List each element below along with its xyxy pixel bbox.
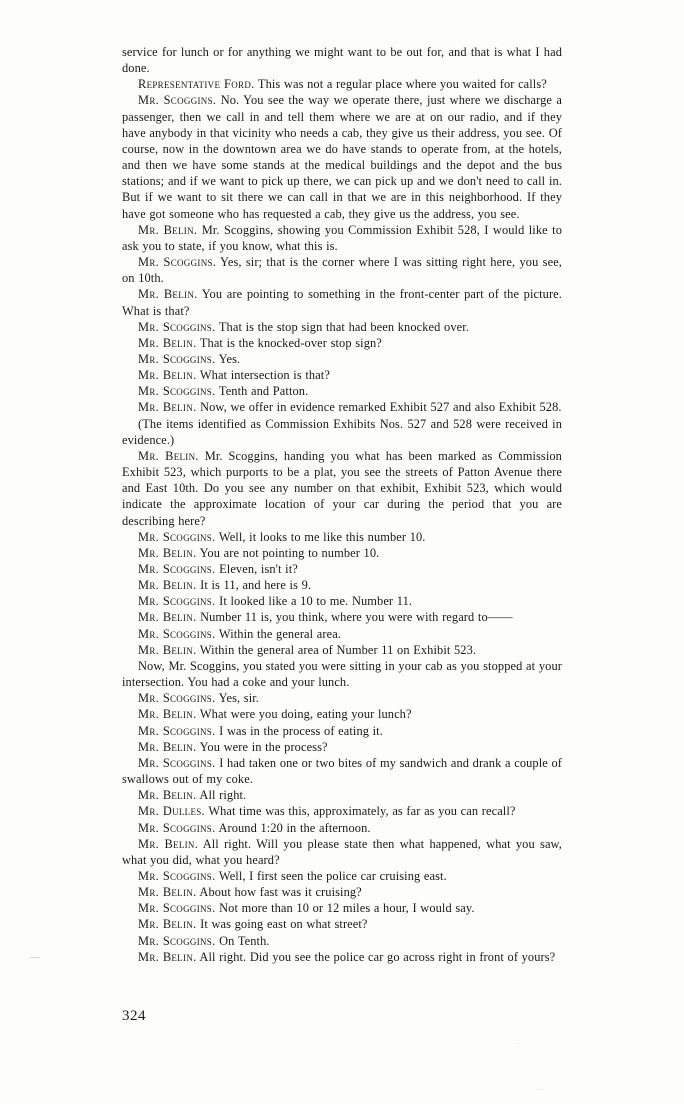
speaker-label: Mr. Belin. bbox=[138, 885, 197, 900]
paragraph-text: Within the general area. bbox=[218, 626, 342, 641]
transcript-paragraph bbox=[122, 706, 562, 722]
transcript-paragraph bbox=[122, 335, 562, 351]
transcript-paragraph bbox=[122, 836, 562, 868]
transcript-paragraph bbox=[122, 319, 562, 335]
paragraph-text: (The items identified as Commission Exhibits Nos. 527 and 528 were received in evidence.) bbox=[122, 416, 562, 447]
transcript-paragraph bbox=[122, 916, 562, 932]
speaker-label: Mr. Scoggins. bbox=[138, 691, 216, 706]
paragraph-text: Around 1:20 in the afternoon. bbox=[218, 820, 371, 835]
speaker-label: Mr. Scoggins. bbox=[138, 868, 216, 883]
paragraph-text: Yes, sir. bbox=[218, 691, 259, 706]
speaker-label: Mr. Scoggins. bbox=[138, 93, 217, 108]
page-number: 324 bbox=[122, 1008, 146, 1024]
transcript-paragraph bbox=[122, 803, 562, 819]
transcript-paragraph bbox=[122, 286, 562, 318]
speaker-label: Mr. Belin. bbox=[138, 448, 199, 463]
transcript-paragraph bbox=[122, 222, 562, 254]
speaker-label: Mr. Scoggins. bbox=[138, 529, 216, 544]
speaker-label: Mr. Belin. bbox=[138, 610, 197, 625]
transcript-paragraph bbox=[122, 755, 562, 787]
paragraph-text: Yes. bbox=[218, 351, 241, 366]
speaker-label: Mr. Belin. bbox=[138, 545, 197, 560]
paragraph-text: It was going east on what street? bbox=[200, 917, 368, 932]
transcript-paragraph bbox=[122, 529, 562, 545]
paragraph-text: I was in the process of eating it. bbox=[219, 723, 383, 738]
transcript-paragraph bbox=[122, 658, 562, 690]
speaker-label: Mr. Belin. bbox=[138, 335, 197, 350]
speaker-label: Mr. Belin. bbox=[138, 707, 197, 722]
speaker-label: Mr. Belin. bbox=[138, 578, 197, 593]
speaker-label: Mr. Belin. bbox=[138, 917, 197, 932]
paragraph-text: That is the knocked-over stop sign? bbox=[199, 335, 382, 350]
paragraph-text: Well, I first seen the police car cruising east. bbox=[218, 868, 447, 883]
speaker-label: Mr. Belin. bbox=[138, 739, 197, 754]
transcript-paragraph bbox=[122, 76, 562, 92]
transcript-paragraph bbox=[122, 92, 562, 221]
paragraph-text: All right. Will you please state then what happened, what you saw, what you did, what you heard? bbox=[122, 836, 562, 867]
speaker-label: Mr. Belin. bbox=[138, 368, 197, 383]
paragraph-text: You were in the process? bbox=[199, 739, 328, 754]
transcript-paragraph bbox=[122, 577, 562, 593]
transcript-paragraph bbox=[122, 900, 562, 916]
transcript-paragraph bbox=[122, 642, 562, 658]
paragraph-text: Number 11 is, you think, where you were with regard to—— bbox=[200, 610, 513, 625]
speaker-label: Mr. Dulles. bbox=[138, 804, 205, 819]
paragraph-text: This was not a regular place where you waited for calls? bbox=[257, 77, 547, 92]
transcript-paragraph bbox=[122, 561, 562, 577]
paragraph-text: About how fast was it cruising? bbox=[199, 885, 362, 900]
transcript-paragraph bbox=[122, 399, 562, 415]
speaker-label: Mr. Belin. bbox=[138, 222, 198, 237]
speaker-label: Representative Ford. bbox=[138, 77, 255, 92]
speaker-label: Mr. Scoggins. bbox=[138, 562, 216, 576]
transcript-paragraph bbox=[122, 739, 562, 755]
transcript-paragraph bbox=[122, 723, 562, 739]
speaker-label: Mr. Scoggins. bbox=[138, 319, 216, 334]
transcript-paragraph bbox=[122, 44, 562, 76]
speaker-label: Mr. Scoggins. bbox=[138, 255, 217, 270]
transcript-paragraph bbox=[122, 949, 562, 965]
paragraph-text: I had taken one or two bites of my sandwich and drank a couple of swallows out of my coke. bbox=[122, 755, 563, 787]
paragraph-text: What time was this, approximately, as far as you can recall? bbox=[208, 804, 516, 819]
transcript-paragraph bbox=[122, 367, 562, 383]
paragraph-text: Mr. Scoggins, showing you Commission Exhibit 528, I would like to ask you to state, if you know, what this is. bbox=[122, 222, 562, 253]
paragraph-text: All right. bbox=[199, 788, 247, 803]
transcript-paragraph bbox=[122, 593, 562, 609]
transcript-paragraph bbox=[122, 884, 562, 900]
transcript-paragraph bbox=[122, 545, 562, 561]
transcript-paragraph bbox=[122, 383, 562, 399]
speaker-label: Mr. Scoggins. bbox=[138, 351, 216, 366]
transcript-paragraph bbox=[122, 690, 562, 706]
page-edge-mark bbox=[30, 957, 40, 958]
speaker-label: Mr. Scoggins. bbox=[138, 384, 216, 399]
paragraph-text: Within the general area of Number 11 on Exhibit 523. bbox=[199, 642, 477, 657]
transcript-paragraph bbox=[122, 933, 562, 949]
speaker-label: Mr. Scoggins. bbox=[138, 901, 216, 916]
paragraph-text: You are pointing to something in the front-center part of the picture. What is that? bbox=[122, 287, 562, 318]
paragraph-text: On Tenth. bbox=[219, 933, 270, 948]
transcript-paragraph bbox=[122, 609, 562, 625]
speaker-label: Mr. Belin. bbox=[138, 788, 197, 803]
paragraph-text: Tenth and Patton. bbox=[218, 384, 309, 399]
transcript-paragraph bbox=[122, 787, 562, 803]
speaker-label: Mr. Belin. bbox=[138, 400, 197, 415]
transcript-paragraph bbox=[122, 626, 562, 642]
paragraph-text: Eleven, isn't it? bbox=[219, 562, 298, 576]
scan-artifact-dot: . bbox=[516, 1036, 521, 1047]
speaker-label: Mr. Scoggins. bbox=[138, 933, 216, 948]
paragraph-text: Now, we offer in evidence remarked Exhibit 527 and also Exhibit 528. bbox=[200, 400, 562, 415]
paragraph-text: service for lunch or for anything we might want to be out for, and that is what I had done. bbox=[122, 45, 562, 76]
speaker-label: Mr. Belin. bbox=[138, 642, 197, 657]
paragraph-text: All right. Did you see the police car go across right in front of yours? bbox=[199, 949, 556, 964]
transcript-paragraph bbox=[122, 868, 562, 884]
paragraph-text: Not more than 10 or 12 miles a hour, I would say. bbox=[219, 901, 475, 916]
speaker-label: Mr. Scoggins. bbox=[138, 594, 216, 609]
paragraph-text: It is 11, and here is 9. bbox=[200, 578, 312, 593]
transcript-paragraph bbox=[122, 416, 562, 448]
transcript-paragraph bbox=[122, 254, 562, 286]
speaker-label: Mr. Belin. bbox=[138, 287, 198, 302]
paragraph-text: Well, it looks to me like this number 10. bbox=[218, 529, 426, 544]
speaker-label: Mr. Scoggins. bbox=[138, 820, 216, 835]
transcript-paragraph bbox=[122, 351, 562, 367]
speaker-label: Mr. Scoggins. bbox=[138, 723, 216, 738]
paragraph-text: Mr. Scoggins, handing you what has been marked as Commission Exhibit 523, which purports to be a plat, you see the streets of Patton Avenue there and East 10th. Do you see any number on that exhibit, Exhibit 523, which would indicate the approximate location of your car during the period that you are describing here? bbox=[122, 448, 562, 528]
paragraph-text: What were you doing, eating your lunch? bbox=[199, 707, 412, 722]
paragraph-text: What intersection is that? bbox=[199, 368, 330, 383]
transcript-paragraph bbox=[122, 448, 562, 529]
paragraph-text: No. You see the way we operate there, just where we discharge a passenger, then we call in and tell them where we are at on our radio, and if they have anybody in that vicinity who needs a cab, they give us their address, you see. Of course, now in the downtown area we do have stands to operate from, at the hotels, and then we have some stands at the medical buildings and the depot and the bus stations; and if we want to pick up there, we can pick up and we don't need to call in. But if we want to sit there we can call in that we are in this neighborhood. If they have got someone who has requested a cab, they give us the address, you see. bbox=[122, 93, 562, 221]
paragraph-text: You are not pointing to number 10. bbox=[199, 545, 380, 560]
speaker-label: Mr. Scoggins. bbox=[138, 755, 216, 770]
speaker-label: Mr. Scoggins. bbox=[138, 626, 216, 641]
paragraph-text: Yes, sir; that is the corner where I was sitting right here, you see, on 10th. bbox=[122, 255, 562, 286]
speaker-label: Mr. Belin. bbox=[138, 836, 199, 851]
scan-artifact-dots: .. bbox=[536, 1082, 545, 1092]
transcript-paragraph bbox=[122, 820, 562, 836]
paragraph-text: It looked like a 10 to me. Number 11. bbox=[219, 594, 413, 609]
paragraph-text: That is the stop sign that had been knocked over. bbox=[218, 319, 469, 334]
speaker-label: Mr. Belin. bbox=[138, 949, 197, 964]
paragraph-text: Now, Mr. Scoggins, you stated you were sitting in your cab as you stopped at your intersection. You had a coke and your lunch. bbox=[122, 658, 562, 690]
transcript-body bbox=[122, 44, 562, 965]
